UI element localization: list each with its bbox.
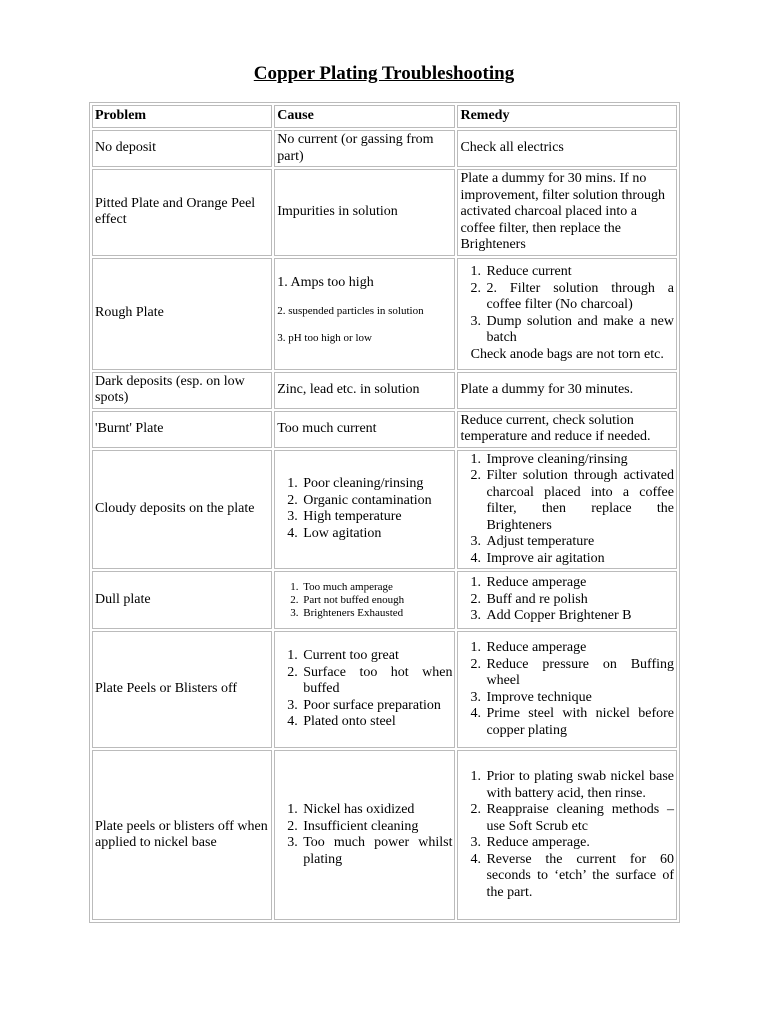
cause-item: 2. Surface too hot when buffed xyxy=(301,665,452,698)
cause-item: 2. Insufficient cleaning xyxy=(301,819,452,836)
cause-item: 2. Part not buffed enough xyxy=(301,594,452,607)
table-row xyxy=(92,130,677,167)
table-row xyxy=(92,750,677,920)
cause-cell: No current (or gassing from part) xyxy=(274,130,455,167)
remedy-cell: Reduce current, check solution temperature and reduce if needed. xyxy=(457,411,677,448)
problem-cell: Plate Peels or Blisters off xyxy=(92,631,272,748)
cause-item: 1. Current too great xyxy=(301,648,452,665)
cause-item: 1. Poor cleaning/rinsing xyxy=(301,476,452,493)
remedy-cell xyxy=(457,750,677,920)
remedy-item: 3. Reduce amperage. xyxy=(484,835,674,852)
remedy-cell xyxy=(457,450,677,570)
header-problem: Problem xyxy=(92,105,272,128)
remedy-item: 2. Filter solution through activated charcoal placed into a coffee filter, then replace the Brighteners xyxy=(484,468,674,534)
cause-item: 1. Too much amperage xyxy=(301,581,452,594)
cause-item: 3. Too much power whilst plating xyxy=(301,835,452,868)
cause-item: 2. Organic contamination xyxy=(301,493,452,510)
table-row xyxy=(92,258,677,370)
cause-item: 4. Low agitation xyxy=(301,526,452,543)
cause-cell: Impurities in solution xyxy=(274,169,455,256)
remedy-item: 4. Improve air agitation xyxy=(484,551,674,568)
remedy-cell xyxy=(457,571,677,629)
remedy-cell: Plate a dummy for 30 minutes. xyxy=(457,372,677,409)
remedy-item: 3. Improve technique xyxy=(484,690,674,707)
remedy-cell: Plate a dummy for 30 mins. If no improvement, filter solution through activated charcoal placed into a coffee filter, then replace the Brighteners xyxy=(457,169,677,256)
cause-cell xyxy=(274,750,455,920)
problem-cell: Dark deposits (esp. on low spots) xyxy=(92,372,272,409)
remedy-item: 3. Dump solution and make a new batch xyxy=(484,314,674,347)
remedy-item: 1. Improve cleaning/rinsing xyxy=(484,452,674,469)
cause-item: 3. Brighteners Exhausted xyxy=(301,607,452,620)
cause-cell xyxy=(274,450,455,570)
table-row xyxy=(92,631,677,748)
remedy-note: Check anode bags are not torn etc. xyxy=(470,346,664,362)
troubleshooting-table xyxy=(89,102,680,923)
problem-cell: Pitted Plate and Orange Peel effect xyxy=(92,169,272,256)
cause-cell xyxy=(274,631,455,748)
cause-item: 3. High temperature xyxy=(301,509,452,526)
page-title: Copper Plating Troubleshooting xyxy=(253,63,515,84)
table-row xyxy=(92,450,677,570)
remedy-item: 3. Add Copper Brightener B xyxy=(484,608,674,625)
remedy-item: 2. Reappraise cleaning methods – use Soft Scrub etc xyxy=(484,802,674,835)
remedy-item: 1. Reduce current xyxy=(484,264,674,281)
cause-item: 3. Poor surface preparation xyxy=(301,698,452,715)
problem-cell: Dull plate xyxy=(92,571,272,629)
remedy-cell xyxy=(457,258,677,370)
cause-line: 3. pH too high or low xyxy=(277,331,372,344)
problem-cell: 'Burnt' Plate xyxy=(92,411,272,448)
table-row xyxy=(92,411,677,448)
header-cause: Cause xyxy=(274,105,455,128)
problem-cell: No deposit xyxy=(92,130,272,167)
problem-cell: Rough Plate xyxy=(92,258,272,370)
table-row xyxy=(92,571,677,629)
cause-cell xyxy=(274,258,455,370)
cause-cell: Too much current xyxy=(274,411,455,448)
remedy-item: 1. Reduce amperage xyxy=(484,640,674,657)
remedy-cell: Check all electrics xyxy=(457,130,677,167)
remedy-item: 1. Reduce amperage xyxy=(484,575,674,592)
remedy-cell xyxy=(457,631,677,748)
remedy-item: 2. Reduce pressure on Buffing wheel xyxy=(484,657,674,690)
header-remedy: Remedy xyxy=(457,105,677,128)
cause-item: 1. Nickel has oxidized xyxy=(301,802,452,819)
cause-line: 2. suspended particles in solution xyxy=(277,305,424,318)
cause-item: 4. Plated onto steel xyxy=(301,714,452,731)
remedy-item: 4. Prime steel with nickel before copper plating xyxy=(484,706,674,739)
table-row xyxy=(92,169,677,256)
table-row xyxy=(92,372,677,409)
table-header-row xyxy=(92,105,677,128)
remedy-item: 1. Prior to plating swab nickel base with battery acid, then rinse. xyxy=(484,769,674,802)
cause-line: 1. Amps too high xyxy=(277,274,374,290)
problem-cell: Cloudy deposits on the plate xyxy=(92,450,272,570)
remedy-item: 2. 2. Filter solution through a coffee filter (No charcoal) xyxy=(484,281,674,314)
remedy-item: 4. Reverse the current for 60 seconds to ‘etch’ the surface of the part. xyxy=(484,852,674,902)
remedy-item: 2. Buff and re polish xyxy=(484,592,674,609)
problem-cell: Plate peels or blisters off when applied to nickel base xyxy=(92,750,272,920)
remedy-item: 3. Adjust temperature xyxy=(484,534,674,551)
cause-cell xyxy=(274,571,455,629)
cause-cell: Zinc, lead etc. in solution xyxy=(274,372,455,409)
